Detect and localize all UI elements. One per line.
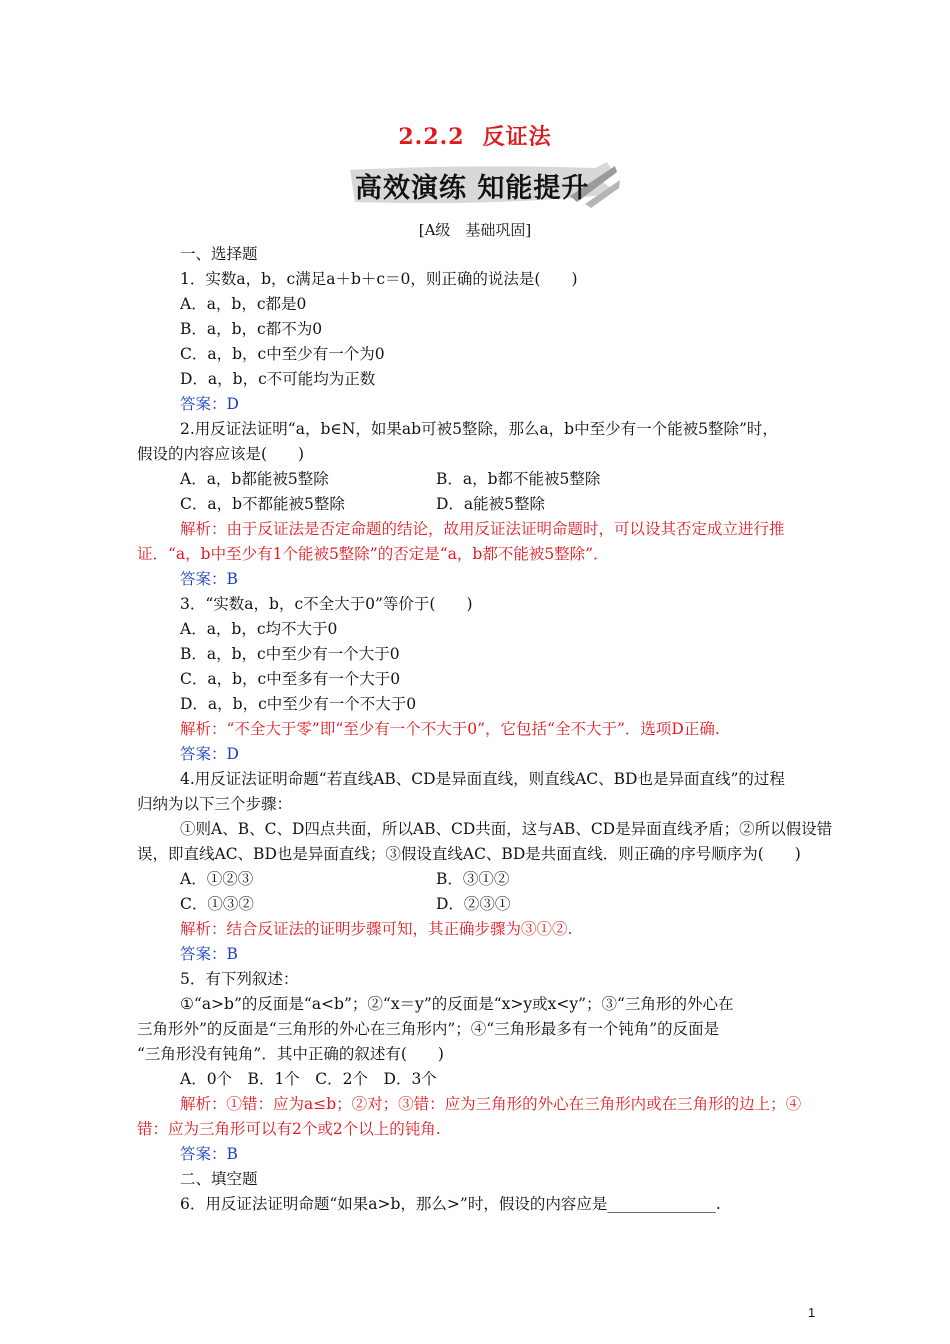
options-5: A．0个 B．1个 C．2个 D．3个 [180,1070,437,1088]
analysis-4: 解析：结合反证法的证明步骤可知，其正确步骤为③①②. [180,920,573,938]
section-number: 2.2.2 [398,124,465,150]
option-2d: D．a能被5整除 [436,495,546,513]
question-4-cont: 归纳为以下三个步骤： [137,795,293,813]
option-2b: B．a，b都不能被5整除 [436,470,601,488]
option-1b: B．a，b，c都不为0 [180,320,323,338]
level-label: [A级 基础巩固] [418,221,532,239]
question-2-cont: 假设的内容应该是( ) [137,445,305,463]
answer-2: 答案：B [180,570,238,588]
option-2c: C．a，b不都能被5整除 [180,495,345,513]
question-5: 5．有下列叙述： [180,970,299,988]
question-4: 4.用反证法证明命题“若直线AB、CD是异面直线，则直线AC、BD也是异面直线”的过程 [180,770,785,788]
section-heading-fill: 二、填空题 [180,1170,258,1188]
section-name: 反证法 [482,124,552,150]
analysis-5: 解析：①错：应为a≤b；②对；③错：应为三角形的外心在三角形内或在三角形的边上；④ [180,1095,802,1113]
section-heading-choice: 一、选择题 [180,245,258,263]
option-3b: B．a，b，c中至少有一个大于0 [180,645,400,663]
question-3: 3．“实数a，b，c不全大于0”等价于( ) [180,595,473,613]
option-4c: C．①③② [180,895,254,913]
analysis-2-cont: 证．“a，b中至少有1个能被5整除”的否定是“a，b都不能被5整除”． [137,545,609,563]
answer-4: 答案：B [180,945,238,963]
option-2a: A．a，b都能被5整除 [180,470,329,488]
question-6: 6．用反证法证明命题“如果a>b，那么>”时，假设的内容应是______________. [180,1195,721,1213]
analysis-2: 解析：由于反证法是否定命题的结论，故用反证法证明命题时，可以设其否定成立进行推 [180,520,785,538]
question-5-items: ①“a>b”的反面是“a<b”；②“x＝y”的反面是“x>y或x<y”；③“三角形的外心在 [180,995,734,1013]
option-4a: A．①②③ [180,870,254,888]
option-3c: C．a，b，c中至多有一个大于0 [180,670,401,688]
option-1a: A．a，b，c都是0 [180,295,307,313]
option-4d: D．②③① [436,895,511,913]
option-1d: D．a，b，c不可能均为正数 [180,370,376,388]
analysis-3: 解析：“不全大于零”即“至少有一个不大于0”，它包括“全不大于”．选项D正确. [180,720,720,738]
analysis-5-cont: 错：应为三角形可以有2个或2个以上的钝角. [137,1120,441,1138]
question-2: 2.用反证法证明“a，b∈N，如果ab可被5整除，那么a，b中至少有一个能被5整除”时， [180,420,778,438]
answer-3: 答案：D [180,745,239,763]
question-1: 1．实数a，b，c满足a＋b＋c＝0，则正确的说法是( ) [180,270,578,288]
option-3d: D．a，b，c中至少有一个不大于0 [180,695,417,713]
option-3a: A．a，b，c均不大于0 [180,620,338,638]
option-4b: B．③①② [436,870,510,888]
banner-text: 高效演练 知能提升 [355,173,590,204]
page-number: 1 [808,1305,816,1320]
question-4-steps-cont: 误，即直线AC、BD也是异面直线；③假设直线AC、BD是共面直线．则正确的序号顺序为( ) [137,845,801,863]
question-4-steps: ①则A、B、C、D四点共面，所以AB、CD共面，这与AB、CD是异面直线矛盾；②所以假设错 [180,820,833,838]
answer-1: 答案：D [180,395,239,413]
section-title [0,120,950,151]
option-1c: C．a，b，c中至少有一个为0 [180,345,385,363]
question-5-items-end: “三角形没有钝角”．其中正确的叙述有( ) [137,1045,444,1063]
banner [345,160,620,210]
answer-5: 答案：B [180,1145,238,1163]
question-5-items-cont: 三角形外”的反面是“三角形的外心在三角形内”；④“三角形最多有一个钝角”的反面是 [137,1020,720,1038]
